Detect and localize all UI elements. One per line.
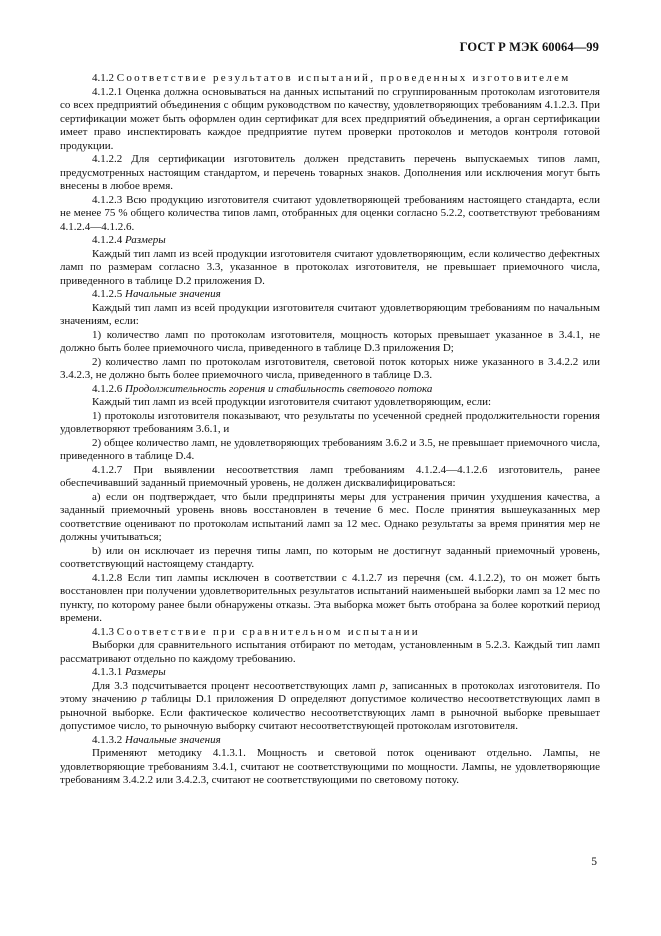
paragraph-initial-values: Каждый тип ламп из всей продукции изготовителя считают удовлетворяющим требованиям по начальным значениям, если: xyxy=(60,301,600,327)
paragraph-4-1-2-2: 4.1.2.2 Для сертификации изготовитель должен представить перечень выпускаемых типов ламп, предусмотренных настоящим стандартом, и перечень товарных знаков. Дополнения или исключения могут быть внесены в любое время. xyxy=(60,153,600,192)
list-item-1: 1) количество ламп по протоколам изготовителя, мощность которых превышает указанное в 3.4.1, не должно быть более приемочного числа, приведенного в таблице D.3 приложения D; xyxy=(60,328,600,354)
section-heading-4-1-2: 4.1.2 Соответствие результатов испытаний, проведенных изготовителем xyxy=(92,72,571,84)
list-item-2: 2) количество ламп по протоколам изготовителя, световой поток которых ниже указанного в 3.4.2.2 или 3.4.2.3, не должно быть более приемочного числа, приведенного в таблице D.3. xyxy=(60,355,600,381)
paragraph-comparative: Выборки для сравнительного испытания отбирают по методам, установленным в 5.2.3. Каждый тип ламп рассматривают отдельно по каждому требованию. xyxy=(60,639,600,665)
list-item-b: b) или он исключает из перечня типы ламп, по которым не достигнут заданный приемочный уровень, соответствующий настоящему стандарту. xyxy=(60,544,600,570)
paragraph-life: Каждый тип ламп из всей продукции изготовителя считают удовлетворяющим, если: xyxy=(92,396,492,408)
paragraph-4-1-2-8: 4.1.2.8 Если тип лампы исключен в соответствии с 4.1.2.7 из перечня (см. 4.1.2.2), то он может быть восстановлен при получении удовлетворительных результатов испытаний наименьшей выборки ламп за 12 мес по пункту, по которому ранее были обнаружены отказы. Эта выборка может быть отобрана за более короткий период времени. xyxy=(60,571,600,624)
list-item-a: а) если он подтверждает, что были предприняты меры для устранения причин ухудшения качества, а заданный приемочный уровень вновь восстановлен в течение 6 мес. После принятия вышеуказанных мер соответствие оценивают по протоколам испытаний ламп за 12 мес. Однако результаты за время принятия мер не должны учитываться; xyxy=(60,490,600,543)
subheading-4-1-2-6: 4.1.2.6 Продолжительность горения и стабильность светового потока xyxy=(92,382,433,395)
standard-header: ГОСТ Р МЭК 60064—99 xyxy=(459,40,599,54)
paragraph-4-1-2-7: 4.1.2.7 При выявлении несоответствия ламп требованиям 4.1.2.4—4.1.2.6 изготовитель, ранее обеспечивавший заданный приемочный уровень, не должен дисквалифицироваться: xyxy=(60,463,600,489)
paragraph-4-1-2-3: 4.1.2.3 Всю продукцию изготовителя считают удовлетворяющей требованиям настоящего стандарта, если не менее 75 % общего количества типов ламп, отобранных для оценки согласно 5.2.2, соответствуют требованиям 4.1.2.4—4.1.2.6. xyxy=(60,193,600,233)
section-heading-4-1-3: 4.1.3 Соответствие при сравнительном испытании xyxy=(92,625,420,638)
page-number: 5 xyxy=(591,856,597,868)
document-body xyxy=(60,72,600,788)
subheading-4-1-3-1: 4.1.3.1 Размеры xyxy=(92,666,166,678)
paragraph-percent: Для 3.3 подсчитывается процент несоответствующих ламп p, записанных в протоколах изготовителя. По этому значению p таблицы D.1 приложения D определяют допустимое количество несоответствующих ламп в рыночной выборке. Если фактическое количество несоответствующих ламп в рыночной выборке превышает допустимое число, то рыночную выборку считают несоответствующей протоколам изготовителя. xyxy=(60,679,601,732)
paragraph-dimensions: Каждый тип ламп из всей продукции изготовителя считают удовлетворяющим, если количество дефектных ламп по размерам согласно 3.3, указанное в протоколах изготовителя, не превышает приемочного числа, приведенного в таблице D.2 приложения D. xyxy=(60,247,600,287)
paragraph-method: Применяют методику 4.1.3.1. Мощность и световой поток оценивают отдельно. Лампы, не удовлетворяющие требованиям 3.4.1, считают не соответствующими по мощности. Лампы, не удовлетворяющие требованиям 3.4.2.2 или 3.4.2.3, считают не соответствующими по световому потоку. xyxy=(60,747,600,786)
subheading-4-1-2-4: 4.1.2.4 Размеры xyxy=(92,234,166,246)
subheading-4-1-3-2: 4.1.3.2 Начальные значения xyxy=(92,733,221,746)
list-item-2-life: 2) общее количество ламп, не удовлетворяющих требованиям 3.6.2 и 3.5, не превышает приемочного числа, приведенного в таблице D.4. xyxy=(60,436,600,462)
subheading-4-1-2-5: 4.1.2.5 Начальные значения xyxy=(92,288,221,300)
paragraph-4-1-2-1: 4.1.2.1 Оценка должна основываться на данных испытаний по сгруппированным протоколам изготовителя со всех предприятий объединения с общим руководством по качеству, удовлетворяющих требованиям 4.1.2.3. При сертификации может быть оформлен один сертификат для всех предприятий объединения, а орган сертификации имеет право инспектировать каждое предприятие путем проверки протоколов и методов контроля готовой продукции. xyxy=(60,85,600,152)
list-item-1-life: 1) протоколы изготовителя показывают, что результаты по усеченной средней продолжительности горения удовлетворяют требованиям 3.6.1, и xyxy=(60,409,600,435)
